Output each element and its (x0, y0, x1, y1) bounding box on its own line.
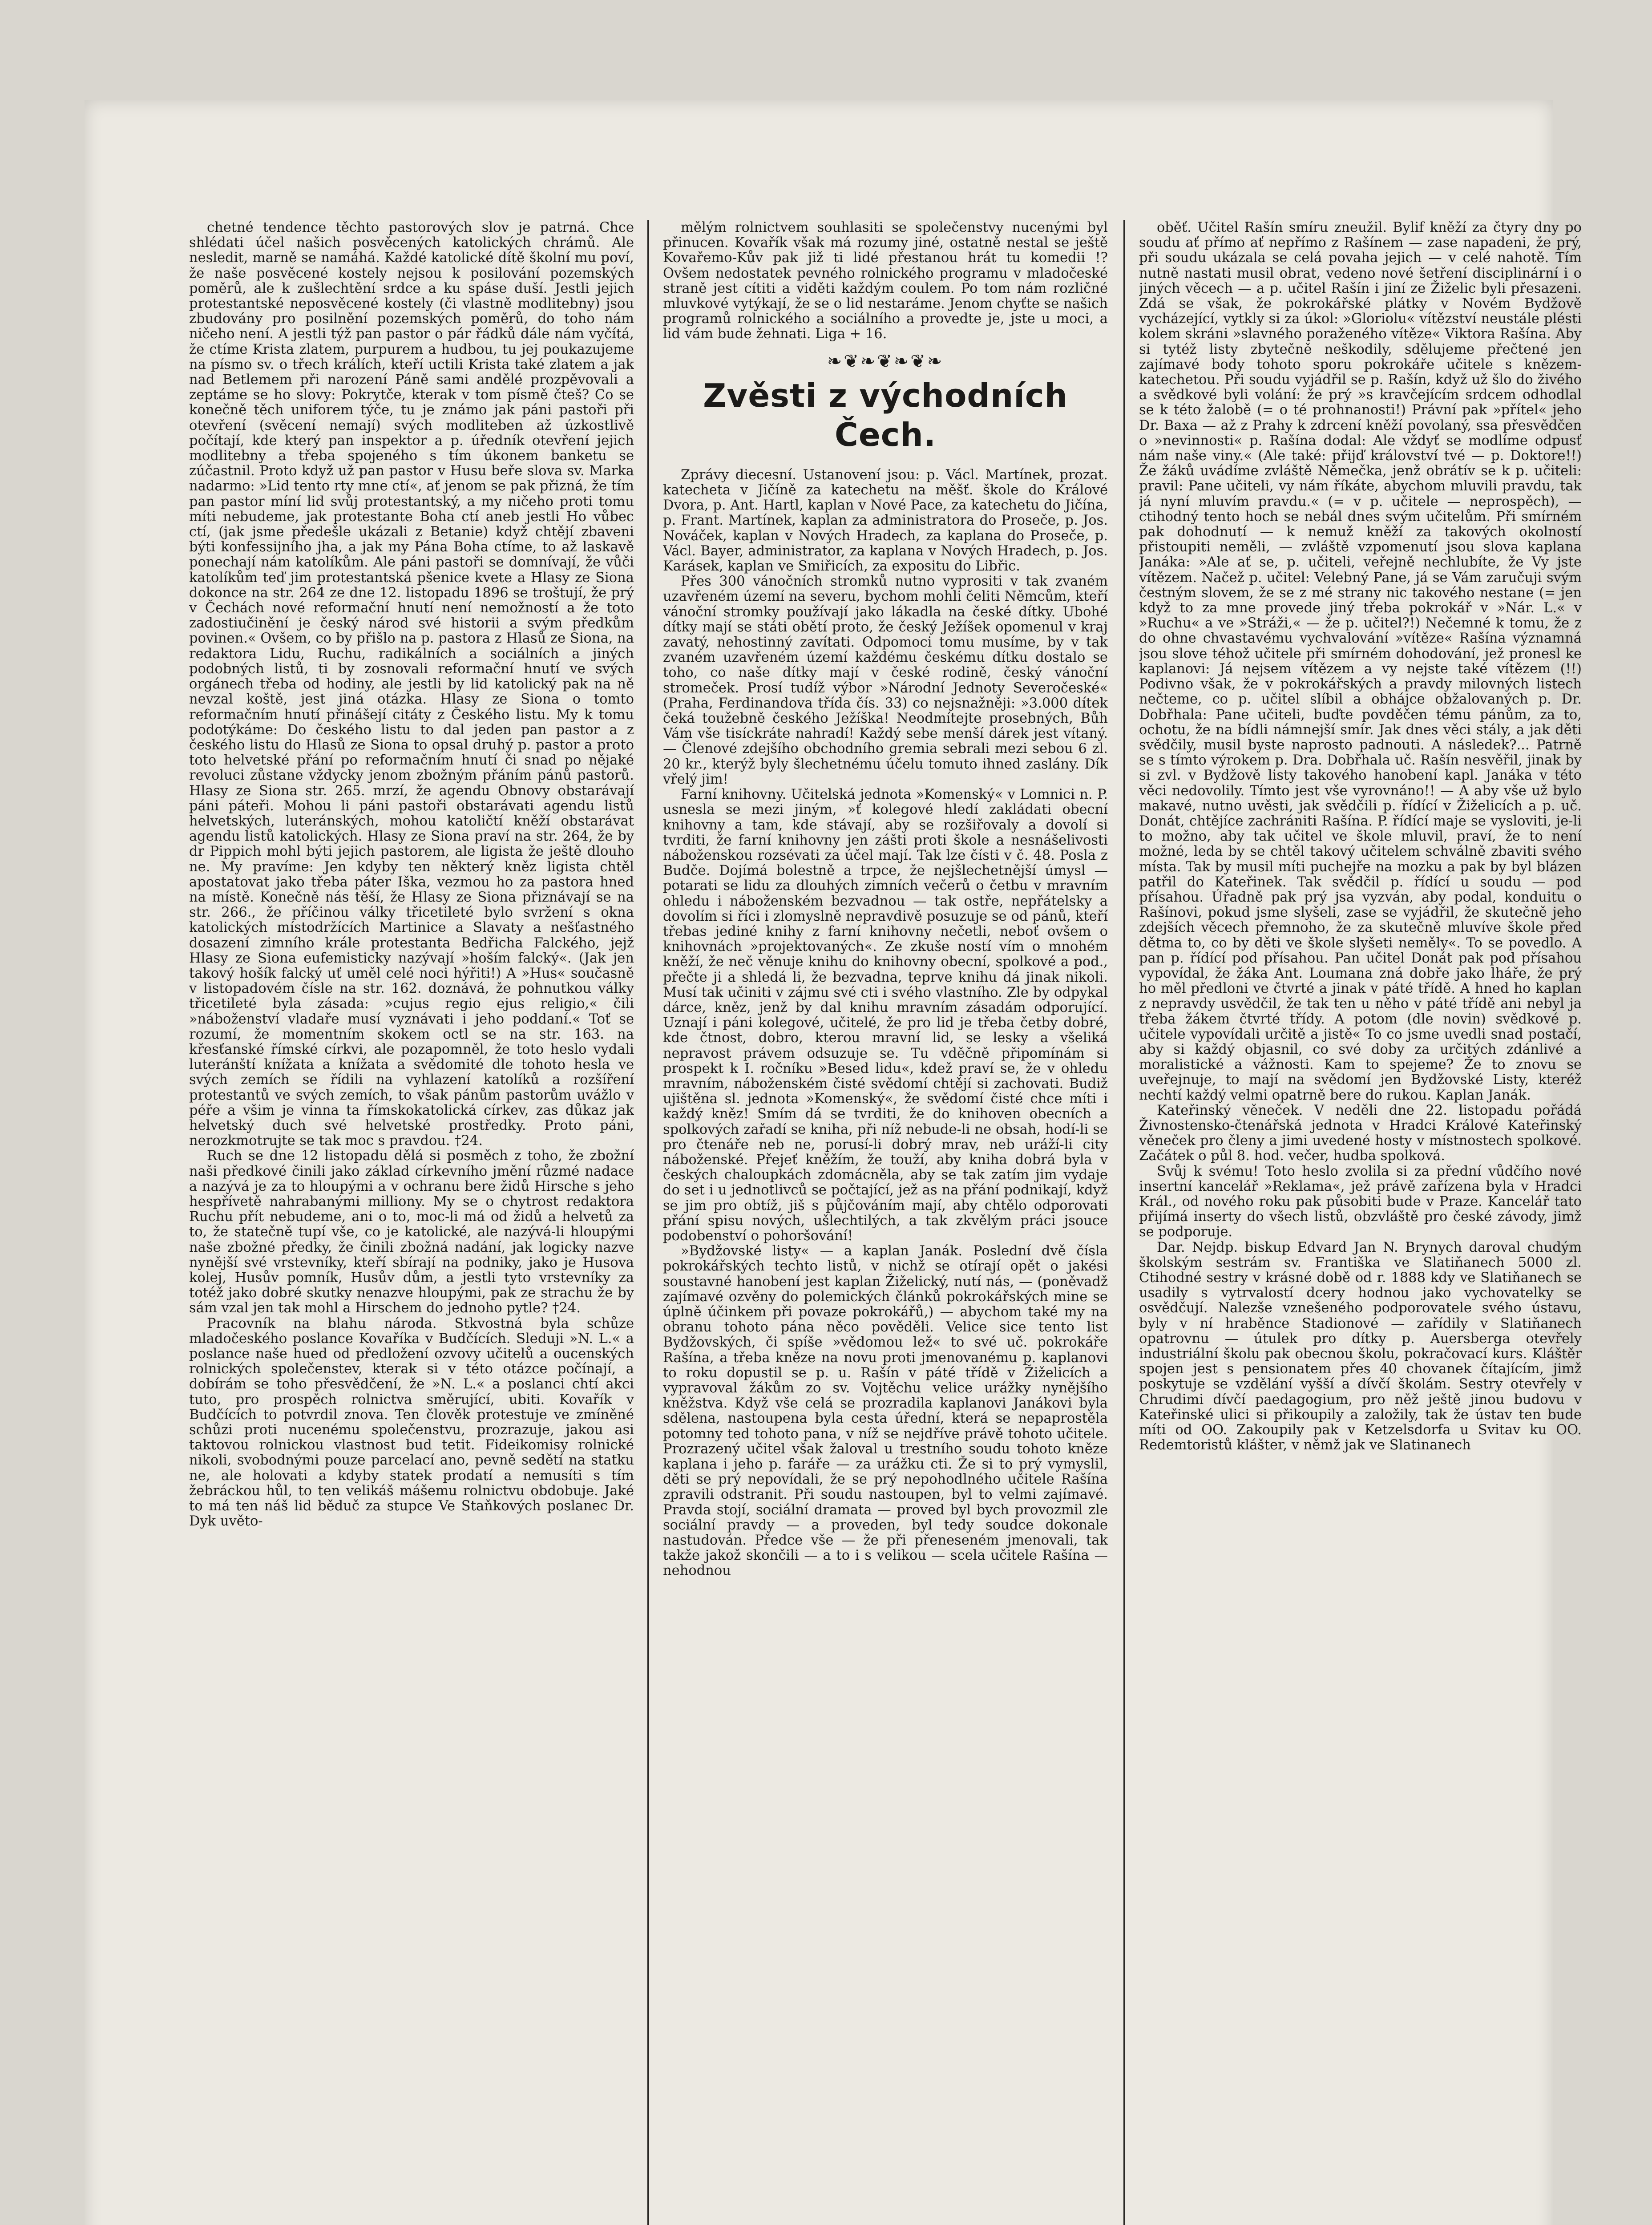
paragraph: oběť. Učitel Rašín smíru zneužil. Bylif kněží za čtyry dny po soudu ať přímo ať nepřímo z Rašínem — zase napadeni, že prý, při soudu ukázala se celá povaha jejich — v celé nahotě. Tím nutně nastati musil obrat, vedeno nové šetření disciplinární i o jiných věcech — a p. učitel Rašín i jiní ze Žiželic byli přesazeni. Zdá se však, že pokrokářské plátky v Novém Bydžově vycházející, vytkly si za úkol: »Gloriolu« vítězství neustále plésti kolem skráni »slavného poraženého vítěze« Viktora Rašína. Aby si tytéž listy zbytečně neškodily, sdělujeme přečtené jen zajímavé body tohoto sporu pokrokáře učitele s knězem-katechetou. Při soudu vyjádřil se p. Rašín, když už šlo do živého a svědkové byli volání: že prý »s kravčejícím srdcem odhodlal se k této žalobě (= o té prohnanosti!) Právní pak »přítel« jeho Dr. Baxa — až z Prahy k zdrcení kněží povolaný, ssa přesvědčen o »nevinnosti« p. Rašína dodal: Ale vždyť se modlíme odpusť nám naše viny.« (Ale také: přijď království tvé — p. Doktore!!) Že žáků uvádíme zvláště Němečka, jenž obrátív se k p. učiteli: pravil: Pane učiteli, vy nám říkáte, abychom mluvili pravdu, tak já nyní mluvím pravdu.« (= v p. učitele — neprospěch), — ctihodný tento hoch se nebál dnes svým učitelům. Při smírném pak dohodnutí — k nemuž kněží za takových okolností přistoupiti neměli, — zvláště vzpomenutí jsou slova kaplana Janáka: »Ale ať se, p. učiteli, veřejně nechlubíte, že Vy jste vítězem. Načež p. učitel: Velebný Pane, já se Vám zaručuji svým čestným slovem, že se z mé strany nic takového nestane (= jen když to za mne provede jiný třeba pokrokář v »Nár. L.« v »Ruchu« a ve »Stráži,« — že p. učitel?!) Nečemné k tomu, že z do ohne chvastavému vychvalování »vítěze« Rašína významná jsou slove téhož učitele při smírném dohodování, jež pronesl ke kaplanovi: Já nejsem vítězem a vy nejste také vítězem (!!) Podivno však, že v pokrokářských a pravdy milovných listech nečteme, co p. učitel slíbil a obhájce obžalovaných p. Dr. Dobřhala: Pane učiteli, buďte povděčen tému pánům, za to, ochotu, že na bídli námnejší smír. Jak dnes věci stály, a jak děti svědčily, musil byste naprosto padnouti. A následek?... Patrně se s tímto výrokem p. Dra. Dobřhala uč. Rašín nesvěřil, jinak by si zvl. v Bydžově listy takového hanobení kapl. Janáka v této věci nedovolily. Tímto jest vše vyrovnáno!! — A aby vše už bylo makavé, nutno uvěsti, jak svědčili p. řídící v Žiželicích a p. uč. Donát, chtějíce zachrániti Rašína. P. řídící maje se vysloviti, je-li to možno, aby tak učitel ve škole mluvil, praví, že to není možné, leda by se chtěl takový učitelem schválně zbaviti svého místa. Tak by musil míti puchejře na mozku a pak by byl blázen patřil do Kateřinek. Tak svědčil p. řídící u soudu — pod přísahou. Úřadně pak prý jsa vyzván, aby podal, konduitu o Rašínovi, pokud jsme slyšeli, zase se vyjádřil, že skutečně jeho zdejších věcech přemnoho, že za skutečně mluvíve škole před dětma to, co by děti ve škole slyšeti neměly«. To se povedlo. A pan p. řídící pod přísahou. Pan učitel Donát pak pod přísahou vypovídal, že žáka Ant. Loumana zná dobře jako lháře, že prý ho měl předloni ve čtvrté a jinak v páté třídě. A hned ho kaplan z nepravdy usvědčil, že tak ten u něho v páté třídě ani nebyl ja třeba žákem čtvrté třídy. A potom (dle novin) svědkové p. učitele vypovídali určitě a jistě« To co jsme uvedli snad postačí, aby si každý objasnil, co své doby za určitých zdánlivé a moralistické a vážnosti. Kam to spejeme? Že to znovu se uveřejnuje, to mají na svědomí jen Bydžovské Listy, kteréž nechtí každý velmi opatrně bere do rukou. Kaplan Janák. (1139, 220, 1582, 1103)
paragraph: Zprávy diecesní. Ustanovení jsou: p. Václ. Martínek, prozat. katecheta v Jičíně za katechetu na měšť. škole do Králové Dvora, p. Ant. Hartl, kaplan v Nové Pace, za katechetu do Jičína, p. Frant. Martínek, kaplan za administratora do Proseče, p. Jos. Nováček, kaplan v Nových Hradech, za kaplana do Proseče, p. Václ. Bayer, administrator, za kaplana v Nových Hradech, p. Jos. Karásek, kaplan ve Smiřicích, za expositu do Libřic. (663, 467, 1108, 574)
paragraph: Farní knihovny. Učitelská jednota »Komenský« v Lomnici n. P. usnesla se mezi jiným, »ť kolegové hledí zakládati obecní knihovny a tam, kde stávají, aby se rozšiřovaly a dovolí si tvrditi, že farní knihovny jen zášti proti škole a nesnášelivosti náboženskou rozsévati za účel mají. Tak lze čísti v č. 48. Posla z Budče. Dojímá bolestně a trpce, že nejšlechetnější úmysl — potarati se lidu za dlouhých zimních večerů o četbu v mravním ohledu i náboženském bezvadnou — tak ostře, nepřátelsky a dovolím si říci i zlomyslně nepravdivě posuzuje se od pánů, kteří třebas jediné knihy z farní knihovny nečetli, neboť ovšem o knihovnách »projektovaných«. Ze zkuše ností vím o mnohém kněží, že neč věnuje knihu do knihovny obecní, spolkové a pod., přečte ji a shledá li, že bezvadna, teprve knihu dá jinak nikoli. Musí tak učiniti v zájmu své cti i svého vlastního. Zle by odpykal dárce, kněz, jenž by dal knihu mravním zásadám odporující. Uznají i páni kolegové, učitelé, že pro lid je třeba četby dobré, kde čtnost, dobro, kterou mravní lid, se lesky a všeliká nepravost právem odsuzuje se. Tu vděčně připomínám si prospekt k I. ročníku »Besed lidu«, kdež praví se, že v ohledu mravním, náboženském čisté svědomí chtějí si zachovati. Budiž ujištěna sl. jednota »Komenský«, že svědomí čisté chce míti i každý kněz! Smím dá se tvrditi, že do knihoven obecních a spolkových zařadí se kniha, při níž nebude-li ne obsah, hodí-li se pro čtenáře neb ne, porusí-li dobrý mrav, neb uráží-li city náboženské. Přejeť kněžím, že touží, aby kniha dobrá byla v českých chaloupkách zdomácněla, aby se tak zatím jim vydaje do set i u jednotlivců se počtající, jež as na přání podnikají, když se jim pro obtíž, jiš s půjčováním mají, aby chtělo odporovati přání spisu nových, ušlechtilých, a tak zkvělým práci jsouce podobenství o pohoršování! (663, 787, 1108, 1244)
paragraph: Kateřinský věneček. V neděli dne 22. listopadu pořádá Živnostensko-čtenářská jednota v Hradci Králové Kateřinský věneček pro členy a jimi uvedené hosty v místnostech spolkové. Začátek o půl 8. hod. večer, hudba spolková. (1139, 1102, 1582, 1164)
paragraph: mělým rolnictvem souhlasiti se společenstvy nucenými byl přinucen. Kovařík však má rozumy jiné, ostatně nestal se ještě Kovařemo-Kův pak již ti lidé přestanou hrát tu komedii !? Ovšem nedostatek pevného rolnického programu v mladočeské straně jest cítiti a viděti každým coulem. Po tom nám rozličné mluvkové vytýkají, že se o lid nestaráme. Jenom chyťte se našich programů rolnického a sociálního a provedte je, jste u moci, a lid vám bude žehnati. Liga + 16. (663, 220, 1108, 342)
column-rule-right (1123, 220, 1125, 2225)
column-left (189, 220, 634, 2225)
paragraph: Dar. Nejdp. biskup Edvard Jan N. Brynych daroval chudým školským sestrám sv. Františka ve Slatiňanech 5000 zl. Ctihodné sestry v krásné době od r. 1888 kdy ve Slatiňanech se usadily s vytrvalostí dcery hodnou jako vychovatelky se osvědčují. Nalezše vznešeného podporovatele svého ústavu, byly v ní hraběnce Stadionové — zařídily v Slatiňanech opatrovnu — útulek pro dítky p. Auersberga otevřely industriální školu pak obecnou školu, pokračovací kurs. Kláštěr spojen jest s pensionatem přes 40 chovanek čítajícím, jimž poskytuje se vzdělání vyšší a dívčí školám. Sestry otevřely v Chrudimi dívčí paedagogium, pro něž ještě jinou budovu v Kateřinské ulici si přikoupily a založily, tak že ústav ten bude míti od OO. Zakoupily pak v Ketzelsdorfa u Svitav ku OO. Redemtoristů klášter, v němž jak ve Slatinanech (1139, 1239, 1582, 1453)
column-right (1139, 220, 1582, 2225)
newspaper-page (85, 100, 1582, 2225)
paragraph: Svůj k svému! Toto heslo zvolila si za přední vůdčího nové insertní kancelář »Reklama«, jež právě zařízena byla v Hradci Král., od nového roku pak působiti bude v Praze. Kancelář tato přijímá inserty do všech listů, obzvláště pro české závody, jimž se podporuje. (1139, 1163, 1582, 1240)
column-middle (663, 220, 1108, 2225)
paragraph: Pracovník na blahu národa. Stkvostná byla schůze mladočeského poslance Kovaříka v Budčících. Sleduji »N. L.« a poslance naše hued od předložení ozvovy učitelů a oucenských rolnických společenstev, kterak si v této otázce počínají, a dobírám se toho přesvědčení, že »N. L.« a poslanci chtí akci tuto, pro prospěch rolnictva směrující, ubiti. Kovařík v Budčících to potvrdil znova. Ten člověk protestuje ve zmíněné schůzi proti nucenému společenstvu, prozrazuje, jakou asi taktovou rolnickou vlastnost bud tetit. Fideikomisy rolnické nikoli, svobodnými pouze parcelací ano, pevně sedětí na statku ne, ale holovati a kdyby statek prodatí a nemusíti s tím žebráckou hůl, to ten velikáš mášemu rolnictvu obdobuje. Jaké to má ten náš lid běduč za stupce Ve Staňkových poslanec Dr. Dyk uvěto- (189, 1315, 634, 1529)
paragraph: »Bydžovské listy« — a kaplan Janák. Poslední dvě čísla pokrokářských techto listů, v nichž se otírají opět o jakési soustavné hanobení jest kaplan Žiželický, nutí nás, — (poněvadž zajímavé ozvěny do polemických článků pokrokářských mine se úplně účinkem při povaze pokrokářů,) — abychom také my na obranu tohoto pána něco pověděli. Velice sice tento list Bydžovských, či spíše »vědomou lež« to své uč. pokrokáře Rašína, a třeba kněze na novu proti jmenovanému p. kaplanovi to roku dopustil se p. u. Rašín v páté třídě v Žiželicích a vypravoval žákům zo sv. Vojtěchu velice urážky nynějšího kněžstva. Když vše celá se prozradila kaplanovi Janákovi byla sdělena, nastoupena byla cesta úřední, která se nepaprostěla potomny ted tohoto pana, v níž se nejdříve právě tohoto učitele. Prozrazený učitel však žaloval u trestního soudu tohoto kněze kaplana i jeho p. faráře — za urážku cti. Že si to prý vymyslil, děti se prý nepovídali, že se prý nepohodlného učitele Rašína zpravili odstranit. Při soudu nastoupen, byl to velmi zajímavé. Pravda stojí, sociální dramata — proved byl bych provozmil zle sociální pravdy — a proveden, byl tedy soudce dokonale nastudován. Předce vše — že při přeneseném jmenovali, tak takže jakož skončili — a to i s velikou — scela učitele Rašína — nehodnou (663, 1243, 1108, 1579)
ornament-divider: ❧❦❧❦❧❦❧ (827, 351, 944, 372)
paragraph: chetné tendence těchto pastorových slov je patrná. Chce shlédati účel našich posvěcených katolických chrámů. Ale nesledit, marně se namáhá. Každé katolické dítě školní mu poví, že naše posvěcené kostely nejsou k posilování pozemských poměrů, ale k zušlechtění srdce a ku spáse duší. Jestli jejich protestantské neposvěcené kostely (či vlastně modlitebny) jsou zbudovány pro posilnění pozemských poměrů, do toho nám ničeho není. A jestli týž pan pastor o pár řádků dále nám vyčítá, že ctíme Krista zlatem, purpurem a hudbou, tu jej poukazujeme na písmo sv. o třech králích, kteří uctili Krista také zlatem a jak nad Betlemem při narození Páně sami andělé prozpěvovali a zeptáme se ho slovy: Pokrytče, kterak v tom písmě čteš? Co se konečně těch uniforem týče, tu je známo jak páni pastoři při otevření (svěcení nemají) svých modliteben až úzkostlivě počítají, kde který pan inspektor a p. úředník otevření jejich modlitebny a třeba spojeného s tím úkonem banketu se zúčastnil. Proto když už pan pastor v Husu beře slova sv. Marka nadarmo: »Lid tento rty mne ctí«, ať jenom se pak přizná, že tím pan pastor míní lid svůj protestantský, a my ničeho proti tomu míti nebudeme, jak protestante Boha ctí aneb jestli Ho vůbec ctí, (jak jsme předešle ukázali z Betanie) když chtějí zbaveni býti konfessijního jha, a jak my Pána Boha ctíme, to až laskavě ponechají nám katolíkům. Ale páni pastoři se domnívají, že vůči katolíkům teď jim protestantská pšenice kvete a Hlasy ze Siona dokonce na str. 264 ze dne 12. listopadu 1896 se troštují, že prý v Čechách nové reformační hnutí není nemožností a že toto zadostiučinění je český národ své historii a svým předkům povinen.« Ovšem, co by přišlo na p. pastora z Hlasů ze Siona, na redaktora Lidu, Ruchu, radikálních a sociálních a jiných podobných listů, ti by zosnovali reformační hnutí ve svých orgánech třeba od hodiny, ale jestli by lid katolický pak na ně nevzal koště, jest jiná otázka. Hlasy ze Siona o tomto reformačním hnutí přinášejí citáty z Českého listu. My k tomu podotýkáme: Do českého listu to dal jeden pan pastor a z českého listu do Hlasů ze Siona to opsal druhý p. pastor a proto toto helvetské přání po reformačním hnutí či snad po nějaké revoluci zůstane vždycky jenom zbožným přáním pánů pastorů. Hlasy ze Siona str. 265. mrzí, že agendu Obnovy obstarávají páni páteři. Mohou li páni pastoři obstarávati agendu listů helvetských, luteránských, mohou katoličtí kněží obstarávat agendu listů katolických. Hlasy ze Siona praví na str. 264, že by dr Pippich mohl býti jejich pastorem, ale ligista že ještě dlouho ne. My pravíme: Jen kdyby ten některý kněz ligista chtěl apostatovat jako třeba páter Iška, vezmou ho za pastora hned na místě. Konečně nás těší, že Hlasy ze Siona přiznávají se na str. 266., že příčinou války třicetileté bylo svržení s okna katolických místodržících Martinice a Slavaty a nešťastného dosazení zimního krále protestanta Bedřicha Falckého, jejž Hlasy ze Siona eufemisticky nazývají »hoším falcký«. (Jak jen takový hošík falcký uť uměl celé noci hýřiti!) A »Hus« současně v listopadovém čísle na str. 162. doznává, že pohnutkou války třicetileté byla zásada: »cujus regio ejus religio,« čili »náboženství vladaře musí vyznávati i jeho poddaní.« Toť se rozumí, že momentním skokem octl se na str. 163. na křesťanské římské církvi, ale pozapomněl, že toto heslo vydali luteránští knížata a knížata a svědomité dle tohoto hesla ve svých zemích se řídili na vyhlazení katolíků a rozšíření protestantů ve svých zemích, to však pánům pastorům uvážlo v péře a všim je vinna ta římskokatolická církev, zas důkaz jak helvetský duch své helvetské prostředky. Proto páni, nerozkmotrujte se tak moc s pravdou. †24. (189, 220, 634, 1149)
paragraph: Ruch se dne 12 listopadu dělá si posměch z toho, že zbožní naši předkové činili jako základ církevního jmění růzmé nadace a nazývá je za to hloupými a v ochranu bere židů Hirsche s jeho hespřívetě nahrabanými milliony. My se o chytrost redaktora Ruchu přít nebudeme, ani o to, moc-li má od židů a helvetů za to, že statečně tupí vše, co je katolické, ale nazývá-li hloupými naše zbožné předky, že činili zbožná nadání, jak logicky nazve nynější své vrstevníky, kteří sbírají na podniky, jako je Husova kolej, Husův pomník, Husův dům, a jestli tyto vrstevníky za totéž jako dobré skutky nenazve hloupými, pak ze strachu že by sám vzal jen tak mohl a Hirschem do jednoho pytle? †24. (189, 1148, 634, 1316)
paragraph: Přes 300 vánočních stromků nutno vyprositi v tak zvaném uzavřeném území na severu, bychom mohli čeliti Němcům, kteří vánoční stromky používají jako lákadla na české dítky. Ubohé dítky mají se státi obětí proto, že český Ježíšek opomenul v kraj zavatý, nehostinný zavítati. Odpomoci tomu musíme, by v tak zvaném uzavřeném území každému českému dítku dostalo se toho, co naše dítky mají v české rodině, český vánoční stromeček. Prosí tudíž výbor »Národní Jednoty Severočeské« (Praha, Ferdinandova třída čís. 33) co nejsnažněji: »3.000 dítek čeká toužebně českého Ježíška! Neodmítejte prosebných, Bůh Vám vše tisíckráte nahradí! Každý sebe menší dárek jest vítaný. — Členové zdejšího obchodního gremia sebrali mezi sebou 6 zl. 20 kr., kterýž byly šlechetnému účelu tomuto ihned zaslány. Dík vřelý jim! (663, 574, 1108, 787)
column-rule-left (647, 220, 649, 2225)
section-title: Zvěsti z východních Čech. (703, 376, 1068, 453)
